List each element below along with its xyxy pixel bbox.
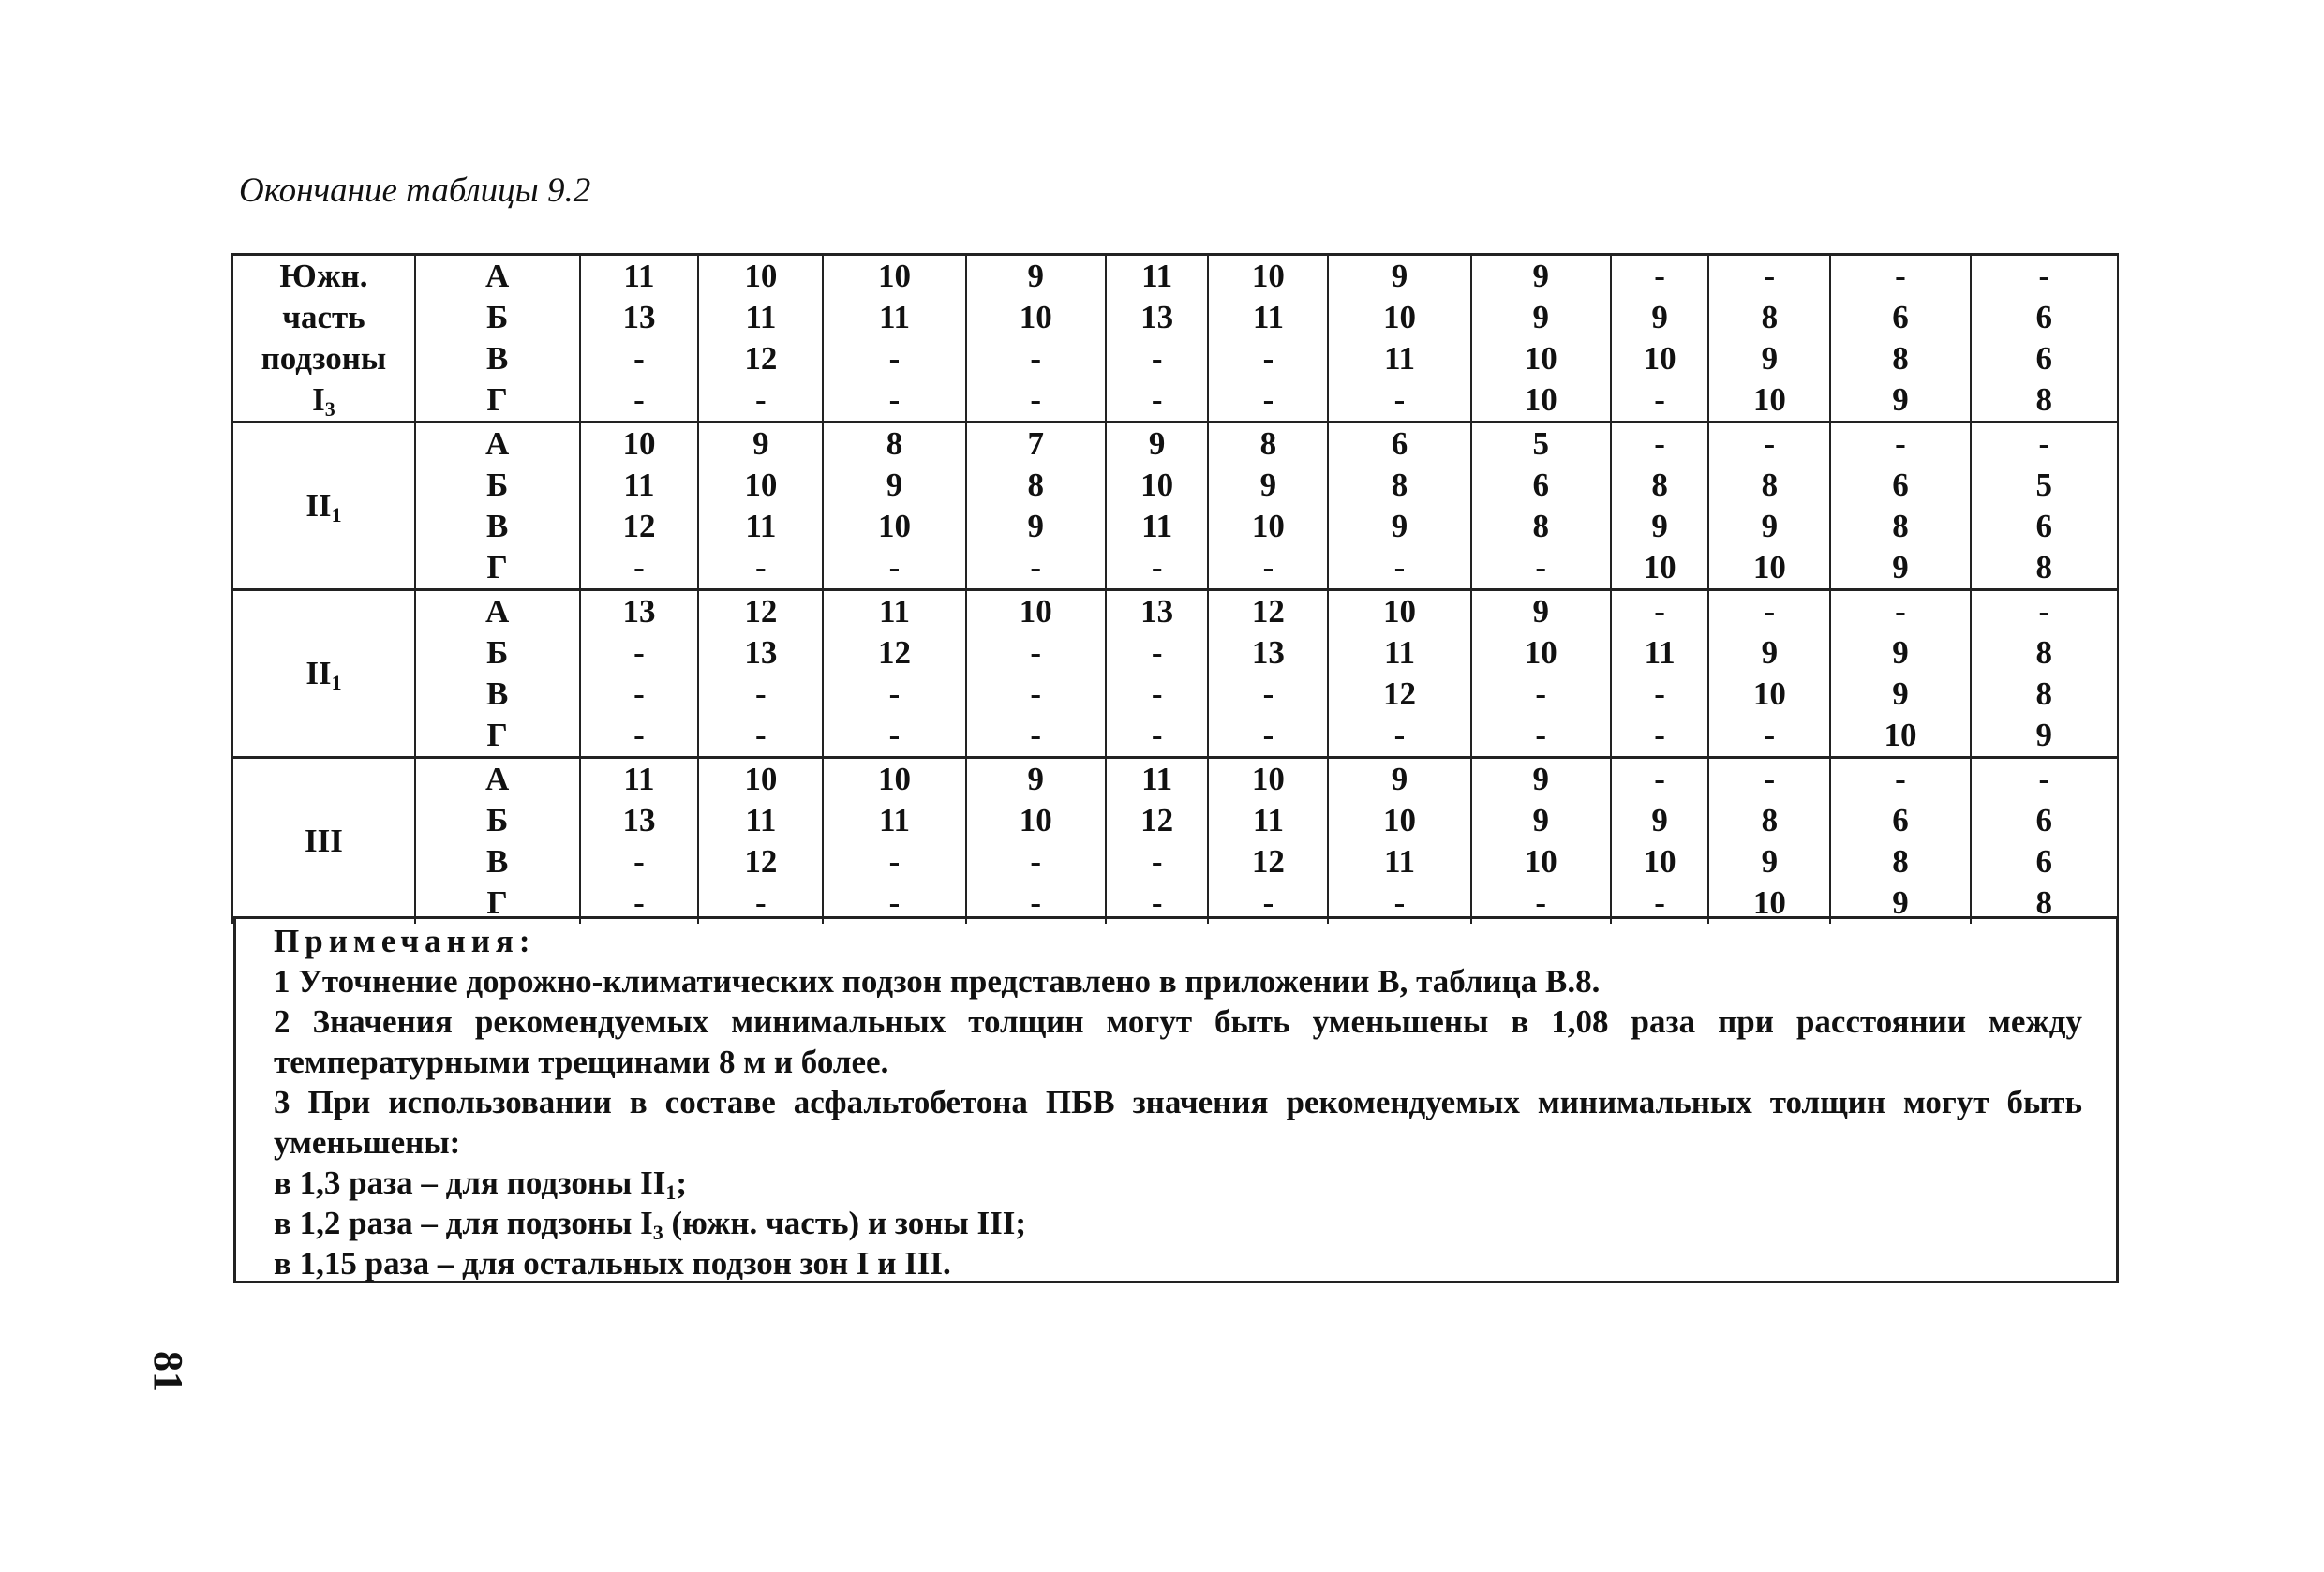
value-cell <box>1328 423 1470 590</box>
cell-value: 9 <box>1892 381 1909 418</box>
cell-value: - <box>1262 549 1274 586</box>
value-cell <box>1708 255 1830 423</box>
cell-value: 13 <box>622 593 656 630</box>
value-cell <box>823 423 965 590</box>
value-cell <box>823 255 965 423</box>
cell-value: 10 <box>1524 634 1557 671</box>
cell-value: - <box>888 843 901 880</box>
cell-value: 6 <box>1892 467 1909 503</box>
cell-value: 13 <box>622 802 656 838</box>
cell-value: 6 <box>1391 425 1408 462</box>
cell-value: 10 <box>1752 675 1786 712</box>
cell-value: 6 <box>1892 802 1909 838</box>
note-3: 3 При использовании в составе асфальтобетона ПБВ значения рекомендуемых минимальных толщин могут быть уменьшены: <box>274 1084 2082 1161</box>
value-cell <box>1328 758 1470 925</box>
cell-value: 11 <box>1383 634 1416 671</box>
cell-value: - <box>1654 425 1665 462</box>
cell-value: - <box>1393 884 1406 921</box>
cell-value: - <box>1262 340 1274 377</box>
cell-value: 10 <box>1019 593 1052 630</box>
value-cell <box>1106 423 1209 590</box>
value-cell <box>1471 590 1611 758</box>
cell-value: 9 <box>1651 508 1668 544</box>
cell-value: 8 <box>2035 381 2053 418</box>
row-letter: В <box>486 843 509 880</box>
cell-value: 10 <box>877 508 911 544</box>
cell-value: - <box>1895 593 1906 630</box>
zone-label: часть <box>282 299 365 335</box>
zone-label <box>233 485 414 526</box>
cell-value: 9 <box>1761 843 1779 880</box>
cell-value: 13 <box>1140 299 1174 335</box>
cell-value: 13 <box>1251 634 1285 671</box>
cell-value: 11 <box>878 299 911 335</box>
zone-label: подзоны <box>261 340 387 377</box>
cell-value: 6 <box>1892 299 1909 335</box>
cell-value: 10 <box>1383 802 1416 838</box>
zone-label: Южн. <box>279 258 368 294</box>
zone-label-text: I <box>312 381 325 418</box>
zone-label-subscript: 1 <box>331 671 342 694</box>
cell-value: - <box>1262 717 1274 753</box>
cell-value: - <box>1764 761 1776 797</box>
cell-value: - <box>1895 761 1906 797</box>
zone-label: III <box>305 823 343 859</box>
cell-value: - <box>1764 593 1776 630</box>
cell-value: 10 <box>744 258 778 294</box>
cell-value: 8 <box>1027 467 1044 503</box>
cell-value: 6 <box>1532 467 1549 503</box>
cell-value: 8 <box>2035 549 2053 586</box>
cell-value: 6 <box>2035 340 2053 377</box>
cell-value: - <box>1030 717 1042 753</box>
cell-value: 8 <box>1892 843 1909 880</box>
value-cell <box>1208 423 1328 590</box>
page-number: 81 <box>145 1351 191 1392</box>
cell-value: 6 <box>2035 843 2053 880</box>
cell-value: 10 <box>1383 593 1416 630</box>
value-cell <box>966 590 1106 758</box>
row-letter-cell <box>415 590 580 758</box>
cell-value: - <box>2038 761 2050 797</box>
cell-value: - <box>1030 340 1042 377</box>
cell-value: 7 <box>1027 425 1044 462</box>
cell-value: 9 <box>1892 675 1909 712</box>
cell-value: - <box>1535 884 1547 921</box>
cell-value: 11 <box>1141 508 1173 544</box>
value-cell <box>1971 255 2118 423</box>
notes-header: Примечания: <box>274 923 536 959</box>
cell-value: - <box>633 340 645 377</box>
cell-value: - <box>1393 381 1406 418</box>
row-letter: Б <box>486 467 509 503</box>
zone-label <box>233 653 414 694</box>
value-cell <box>1830 758 1970 925</box>
cell-value: 11 <box>623 761 655 797</box>
cell-value: - <box>1654 761 1665 797</box>
value-cell <box>1830 255 1970 423</box>
note-2: 2 Значения рекомендуемых минимальных толщин могут быть уменьшены в 1,08 раза при расстоянии между температурными трещинами 8 м и более. <box>274 1003 2082 1080</box>
value-cell <box>1611 255 1709 423</box>
cell-value: 9 <box>1532 258 1549 294</box>
value-cell <box>698 590 823 758</box>
cell-value: - <box>1151 717 1163 753</box>
cell-value: 9 <box>1259 467 1277 503</box>
cell-value: - <box>633 634 645 671</box>
cell-value: 10 <box>877 258 911 294</box>
cell-value: - <box>755 381 767 418</box>
cell-value: 9 <box>1027 258 1044 294</box>
cell-value: - <box>1393 549 1406 586</box>
cell-value: 8 <box>1761 467 1779 503</box>
table-row <box>232 423 2118 590</box>
cell-value: - <box>1151 340 1163 377</box>
cell-value: - <box>1030 634 1042 671</box>
cell-value: 6 <box>2035 299 2053 335</box>
cell-value: 10 <box>1383 299 1416 335</box>
table-row <box>232 590 2118 758</box>
row-letter: В <box>486 675 509 712</box>
cell-value: - <box>1262 675 1274 712</box>
cell-value: 11 <box>1141 258 1173 294</box>
cell-value: 9 <box>1892 884 1909 921</box>
zone-label-text: II <box>305 487 332 524</box>
table-row <box>232 255 2118 423</box>
cell-value: - <box>2038 593 2050 630</box>
cell-value: - <box>1764 258 1776 294</box>
zone-cell <box>232 758 415 925</box>
cell-value: 12 <box>1251 843 1285 880</box>
cell-value: 10 <box>1752 884 1786 921</box>
cell-value: 10 <box>1524 381 1557 418</box>
cell-value: - <box>1151 549 1163 586</box>
value-cell <box>1106 758 1209 925</box>
cell-value: 12 <box>877 634 911 671</box>
cell-value: - <box>1151 843 1163 880</box>
cell-value: 8 <box>1761 802 1779 838</box>
row-letter-cell <box>415 255 580 423</box>
cell-value: - <box>1654 381 1665 418</box>
cell-value: 10 <box>1643 843 1676 880</box>
row-letter: Б <box>486 802 509 838</box>
cell-value: 9 <box>1532 299 1549 335</box>
value-cell <box>966 423 1106 590</box>
cell-value: 8 <box>1892 508 1909 544</box>
cell-value: - <box>633 381 645 418</box>
data-table <box>231 253 2119 924</box>
cell-value: 8 <box>2035 675 2053 712</box>
value-cell <box>1208 758 1328 925</box>
value-cell <box>580 423 699 590</box>
value-cell <box>1830 423 1970 590</box>
value-cell <box>1208 255 1328 423</box>
cell-value: 9 <box>1391 508 1408 544</box>
value-cell <box>1708 590 1830 758</box>
cell-value: 9 <box>1651 802 1668 838</box>
cell-value: 10 <box>1752 549 1786 586</box>
zone-label <box>233 379 414 421</box>
cell-value: 8 <box>886 425 903 462</box>
value-cell <box>1328 590 1470 758</box>
cell-value: 9 <box>1761 634 1779 671</box>
cell-value: - <box>1262 884 1274 921</box>
cell-value: - <box>1030 884 1042 921</box>
row-letter-cell <box>415 423 580 590</box>
cell-value: 8 <box>1532 508 1549 544</box>
cell-value: 13 <box>744 634 778 671</box>
cell-value: - <box>633 675 645 712</box>
cell-value: - <box>1030 549 1042 586</box>
cell-value: 10 <box>1251 508 1285 544</box>
cell-value: - <box>1654 593 1665 630</box>
cell-value: - <box>1654 884 1665 921</box>
cell-value: 9 <box>2035 717 2053 753</box>
value-cell <box>823 590 965 758</box>
cell-value: 9 <box>1391 761 1408 797</box>
cell-value: 10 <box>1251 761 1285 797</box>
cell-value: - <box>1654 717 1665 753</box>
cell-value: 9 <box>1532 802 1549 838</box>
cell-value: - <box>755 675 767 712</box>
cell-value: - <box>1262 381 1274 418</box>
value-cell <box>1971 758 2118 925</box>
cell-value: 9 <box>1532 593 1549 630</box>
cell-value: - <box>1535 717 1547 753</box>
cell-value: 10 <box>877 761 911 797</box>
value-cell <box>1471 758 1611 925</box>
cell-value: 10 <box>744 467 778 503</box>
cell-value: 12 <box>744 593 778 630</box>
cell-value: 8 <box>1259 425 1277 462</box>
cell-value: 12 <box>1383 675 1416 712</box>
cell-value: - <box>1764 717 1776 753</box>
value-cell <box>1611 423 1709 590</box>
table-row <box>232 758 2118 925</box>
cell-value: 11 <box>745 299 777 335</box>
cell-value: 10 <box>1019 299 1052 335</box>
cell-value: - <box>1393 717 1406 753</box>
cell-value: - <box>1030 843 1042 880</box>
value-cell <box>1208 590 1328 758</box>
row-letter: Г <box>486 549 508 586</box>
cell-value: 10 <box>622 425 656 462</box>
zone-cell <box>232 423 415 590</box>
row-letter: Б <box>486 299 509 335</box>
notes-box <box>233 916 2119 1283</box>
cell-value: 10 <box>1524 340 1557 377</box>
cell-value: 12 <box>744 843 778 880</box>
note-1: 1 Уточнение дорожно-климатических подзон представлено в приложении В, таблица В.8. <box>274 963 1601 1000</box>
cell-value: - <box>1764 425 1776 462</box>
cell-value: 10 <box>1140 467 1174 503</box>
cell-value: - <box>888 340 901 377</box>
row-letter: Г <box>486 381 508 418</box>
table-caption: Окончание таблицы 9.2 <box>239 171 591 210</box>
zone-label-subscript: 3 <box>324 397 335 421</box>
cell-value: 9 <box>1148 425 1166 462</box>
cell-value: - <box>633 717 645 753</box>
value-cell <box>580 758 699 925</box>
cell-value: - <box>633 549 645 586</box>
cell-value: 10 <box>1643 340 1676 377</box>
cell-value: - <box>888 381 901 418</box>
cell-value: 11 <box>623 467 655 503</box>
value-cell <box>966 758 1106 925</box>
row-letter: А <box>485 425 510 462</box>
cell-value: 10 <box>1524 843 1557 880</box>
cell-value: - <box>1151 675 1163 712</box>
cell-value: 9 <box>1892 549 1909 586</box>
cell-value: - <box>1654 258 1665 294</box>
cell-value: 12 <box>1251 593 1285 630</box>
cell-value: 12 <box>1140 802 1174 838</box>
cell-value: - <box>1030 675 1042 712</box>
value-cell <box>1106 590 1209 758</box>
cell-value: 10 <box>744 761 778 797</box>
value-cell <box>580 255 699 423</box>
value-cell <box>580 590 699 758</box>
cell-value: 13 <box>1140 593 1174 630</box>
value-cell <box>966 255 1106 423</box>
cell-value: 6 <box>2035 508 2053 544</box>
row-letter: А <box>485 761 510 797</box>
cell-value: - <box>1030 381 1042 418</box>
cell-value: - <box>888 675 901 712</box>
cell-value: - <box>2038 425 2050 462</box>
cell-value: 11 <box>1141 761 1173 797</box>
cell-value: 8 <box>1761 299 1779 335</box>
cell-value: - <box>755 717 767 753</box>
cell-value: 9 <box>1027 508 1044 544</box>
cell-value: 8 <box>1892 340 1909 377</box>
cell-value: 11 <box>745 508 777 544</box>
cell-value: 9 <box>1532 761 1549 797</box>
cell-value: - <box>1654 675 1665 712</box>
row-letter: В <box>486 340 509 377</box>
row-letter-cell <box>415 758 580 925</box>
cell-value: 9 <box>1761 340 1779 377</box>
value-cell <box>1971 423 2118 590</box>
row-letter: А <box>485 593 510 630</box>
row-letter: Б <box>486 634 509 671</box>
cell-value: - <box>633 843 645 880</box>
value-cell <box>1611 758 1709 925</box>
cell-value: - <box>1151 634 1163 671</box>
cell-value: 5 <box>2035 467 2053 503</box>
cell-value: - <box>888 884 901 921</box>
cell-value: 11 <box>878 593 911 630</box>
cell-value: 12 <box>744 340 778 377</box>
cell-value: - <box>888 549 901 586</box>
cell-value: - <box>1151 381 1163 418</box>
value-cell <box>698 255 823 423</box>
cell-value: - <box>1895 425 1906 462</box>
cell-value: 9 <box>1027 761 1044 797</box>
value-cell <box>1830 590 1970 758</box>
zone-cell <box>232 255 415 423</box>
cell-value: 6 <box>2035 802 2053 838</box>
cell-value: - <box>1895 258 1906 294</box>
cell-value: 11 <box>745 802 777 838</box>
cell-value: 11 <box>623 258 655 294</box>
cell-value: - <box>1535 549 1547 586</box>
cell-value: - <box>633 884 645 921</box>
row-letter: Г <box>486 717 508 753</box>
zone-label-text: II <box>305 655 332 691</box>
cell-value: 9 <box>886 467 903 503</box>
cell-value: 9 <box>1892 634 1909 671</box>
value-cell <box>1471 255 1611 423</box>
value-cell <box>823 758 965 925</box>
cell-value: 8 <box>1391 467 1408 503</box>
value-cell <box>1708 758 1830 925</box>
value-cell <box>1708 423 1830 590</box>
cell-value: 9 <box>752 425 769 462</box>
value-cell <box>1971 590 2118 758</box>
value-cell <box>1328 255 1470 423</box>
note-3-item-1: в 1,3 раза – для подзоны $II_1$; <box>274 1164 687 1204</box>
note-3-item-2: в 1,2 раза – для подзоны $I_3$ (южн. часть) и зоны III; <box>274 1205 1026 1244</box>
zone-cell <box>232 590 415 758</box>
cell-value: 9 <box>1761 508 1779 544</box>
note-3-item-3: в 1,15 раза – для остальных подзон зон I и III. <box>274 1245 951 1282</box>
cell-value: - <box>2038 258 2050 294</box>
row-letter: А <box>485 258 510 294</box>
zone-label-subscript: 1 <box>331 503 342 526</box>
cell-value: 12 <box>622 508 656 544</box>
cell-value: 11 <box>1252 802 1284 838</box>
cell-value: 10 <box>1884 717 1917 753</box>
cell-value: 10 <box>1251 258 1285 294</box>
value-cell <box>1471 423 1611 590</box>
cell-value: 9 <box>1391 258 1408 294</box>
cell-value: 11 <box>878 802 911 838</box>
cell-value: 8 <box>2035 884 2053 921</box>
cell-value: 11 <box>1383 340 1416 377</box>
row-letter: Г <box>486 884 508 921</box>
cell-value: 5 <box>1532 425 1549 462</box>
value-cell <box>1611 590 1709 758</box>
cell-value: 10 <box>1019 802 1052 838</box>
cell-value: 10 <box>1752 381 1786 418</box>
value-cell <box>698 423 823 590</box>
cell-value: 13 <box>622 299 656 335</box>
cell-value: 11 <box>1644 634 1676 671</box>
cell-value: 8 <box>1651 467 1668 503</box>
row-letter: В <box>486 508 509 544</box>
cell-value: 8 <box>2035 634 2053 671</box>
cell-value: 10 <box>1643 549 1676 586</box>
cell-value: - <box>755 884 767 921</box>
value-cell <box>1106 255 1209 423</box>
value-cell <box>698 758 823 925</box>
cell-value: - <box>1535 675 1547 712</box>
cell-value: - <box>888 717 901 753</box>
cell-value: 11 <box>1252 299 1284 335</box>
cell-value: 11 <box>1383 843 1416 880</box>
cell-value: - <box>755 549 767 586</box>
cell-value: - <box>1151 884 1163 921</box>
cell-value: 9 <box>1651 299 1668 335</box>
